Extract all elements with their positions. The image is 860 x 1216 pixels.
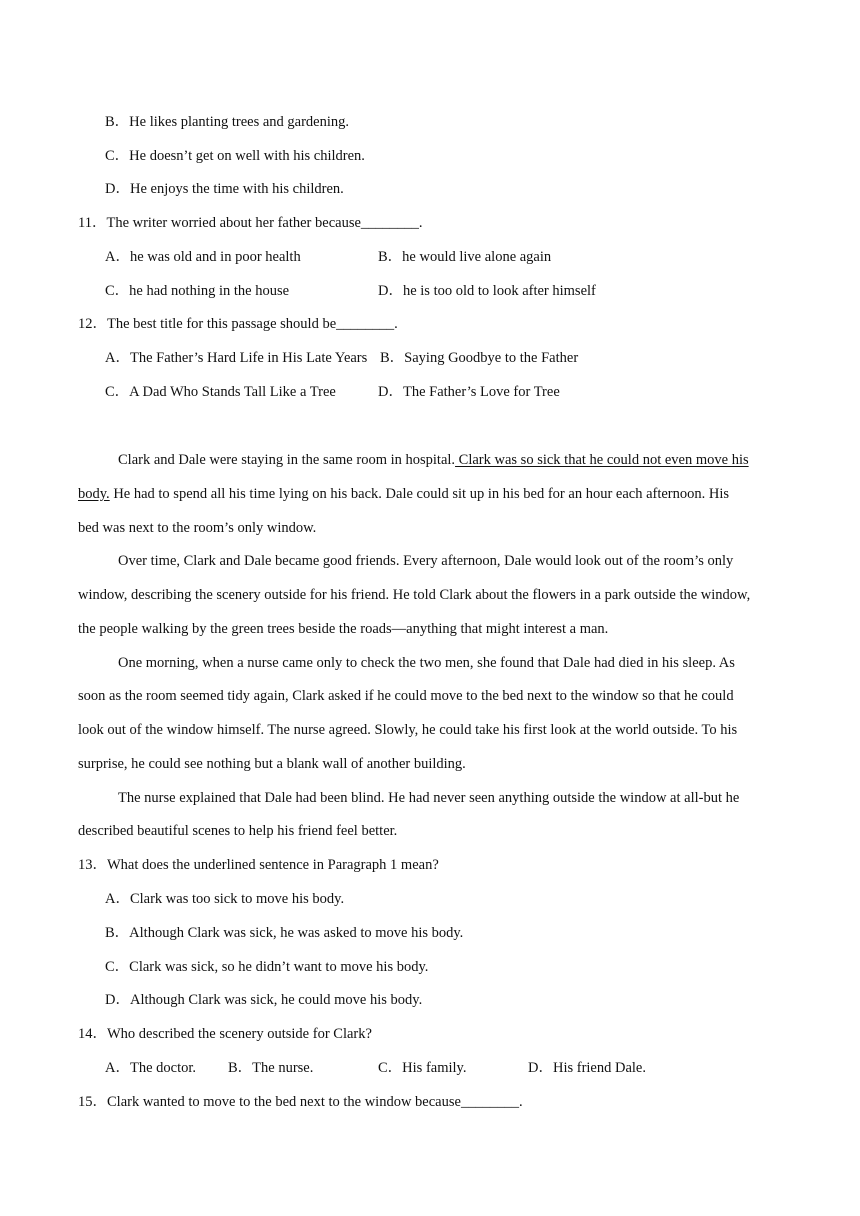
q11-option-b: B．he would live alone again xyxy=(378,249,552,265)
q14-option-d: D．His friend Dale. xyxy=(528,1060,646,1076)
q13-option-d: D．Although Clark was sick, he could move his body. xyxy=(105,992,423,1008)
q12-option-a: A．The Father’s Hard Life in His Late Years xyxy=(105,350,368,366)
q10-option-b: B．He likes planting trees and gardening. xyxy=(105,114,350,130)
q10-option-c: C．He doesn’t get on well with his children. xyxy=(105,148,365,164)
underlined-sentence-end: body. xyxy=(78,486,110,502)
passage-p3-line1: One morning, when a nurse came only to check the two men, she found that Dale had died in his sleep. As xyxy=(118,655,735,671)
passage-p2-line2: window, describing the scenery outside for his friend. He told Clark about the flowers in a park outside the window, xyxy=(78,587,751,603)
q12-option-c: C．A Dad Who Stands Tall Like a Tree xyxy=(105,384,336,400)
passage-p3-line3: look out of the window himself. The nurse agreed. Slowly, he could take his first look at the world outside. To his xyxy=(78,722,738,738)
q14-stem: 14．Who described the scenery outside for Clark? xyxy=(78,1026,372,1042)
q13-option-b: B．Although Clark was sick, he was asked to move his body. xyxy=(105,925,464,941)
passage-p4-line1: The nurse explained that Dale had been blind. He had never seen anything outside the window at all-but he xyxy=(118,790,740,806)
q14-option-b: B．The nurse. xyxy=(228,1060,314,1076)
q11-option-d: D．he is too old to look after himself xyxy=(378,283,596,299)
passage-p3-line2: soon as the room seemed tidy again, Clark asked if he could move to the bed next to the window so that he could xyxy=(78,688,734,704)
passage-p1-line1 xyxy=(118,450,749,470)
passage-p1-text-cont: He had to spend all his time lying on his back. Dale could sit up in his bed for an hour each afternoon. His xyxy=(109,486,730,502)
passage-p4-line2: described beautiful scenes to help his friend feel better. xyxy=(78,823,398,839)
q14-option-c: C．His family. xyxy=(378,1060,467,1076)
passage-p1-line3: bed was next to the room’s only window. xyxy=(78,520,317,536)
q12-stem: 12．The best title for this passage should be________. xyxy=(78,316,398,332)
q11-stem: 11．The writer worried about her father because________. xyxy=(78,215,423,231)
q11-option-c: C．he had nothing in the house xyxy=(105,283,290,299)
passage-p2-line3: the people walking by the green trees beside the roads—anything that might interest a man. xyxy=(78,621,609,637)
q11-option-a: A．he was old and in poor health xyxy=(105,249,301,265)
passage-p2-line1: Over time, Clark and Dale became good friends. Every afternoon, Dale would look out of the room’s only xyxy=(118,553,734,569)
q15-stem: 15．Clark wanted to move to the bed next to the window because________. xyxy=(78,1094,523,1110)
passage-p1-line2 xyxy=(78,484,729,504)
q12-option-d: D．The Father’s Love for Tree xyxy=(378,384,560,400)
q13-stem: 13．What does the underlined sentence in Paragraph 1 mean? xyxy=(78,857,439,873)
q13-option-a: A．Clark was too sick to move his body. xyxy=(105,891,345,907)
passage-p3-line4: surprise, he could see nothing but a blank wall of another building. xyxy=(78,756,466,772)
passage-p1-text: Clark and Dale were staying in the same room in hospital. xyxy=(118,452,456,468)
q13-option-c: C．Clark was sick, so he didn’t want to move his body. xyxy=(105,959,429,975)
q14-option-a: A．The doctor. xyxy=(105,1060,197,1076)
underlined-sentence: Clark was so sick that he could not even move his xyxy=(455,452,749,468)
q12-option-b: B．Saying Goodbye to the Father xyxy=(380,350,579,366)
q10-option-d: D．He enjoys the time with his children. xyxy=(105,181,344,197)
